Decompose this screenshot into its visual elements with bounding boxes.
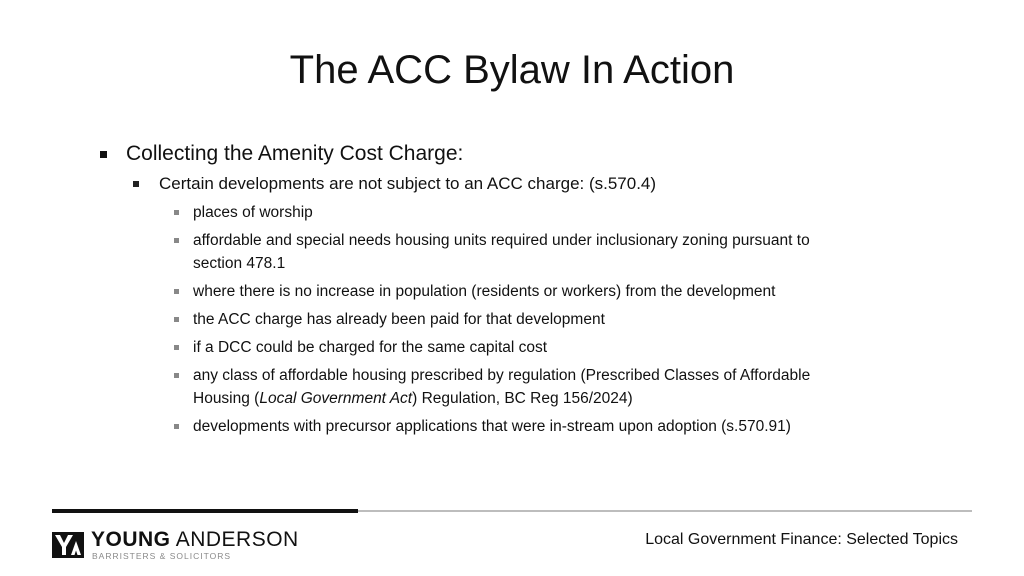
logo-wordmark [91, 528, 299, 552]
square-bullet-icon [174, 317, 179, 322]
act-name: Local Government Act [259, 390, 413, 407]
logo-rest-text: ANDERSON [175, 528, 299, 551]
list-item-text: the ACC charge has already been paid for that development [193, 311, 605, 328]
bullet-level3-list [174, 201, 860, 438]
bullet-level1-text: Collecting the Amenity Cost Charge: [126, 142, 464, 165]
list-item-text: if a DCC could be charged for the same capital cost [193, 339, 548, 356]
logo-bold-text: YOUNG [91, 528, 171, 551]
list-item-text: affordable and special needs housing units required under inclusionary zoning pursuant to section 478.1 [193, 232, 810, 272]
list-item-text: any class of affordable housing prescribed by regulation (Prescribed Classes of Affordable Housing (Local Government Act) Regulation, BC Reg 156/2024) [193, 367, 811, 407]
list-item [174, 336, 860, 359]
square-bullet-icon [174, 289, 179, 294]
list-item [174, 229, 860, 275]
footer-rule-accent [52, 509, 358, 513]
logo-subtitle: BARRISTERS & SOLICITORS [92, 551, 232, 561]
list-item [174, 201, 860, 224]
list-item [174, 280, 860, 303]
footer-text: Local Government Finance: Selected Topics [645, 531, 958, 548]
square-bullet-icon [174, 424, 179, 429]
logo-mark-icon [52, 532, 84, 558]
square-bullet-icon [100, 151, 107, 158]
list-item [174, 308, 860, 331]
slide-content [100, 140, 860, 443]
list-item [174, 364, 860, 410]
square-bullet-icon [174, 373, 179, 378]
bullet-level2 [133, 172, 860, 196]
square-bullet-icon [174, 238, 179, 243]
list-item-text: places of worship [193, 204, 313, 221]
slide-title: The ACC Bylaw In Action [289, 48, 735, 92]
square-bullet-icon [174, 345, 179, 350]
square-bullet-icon [174, 210, 179, 215]
list-item [174, 415, 860, 438]
square-bullet-icon [133, 181, 139, 187]
bullet-level1 [100, 140, 860, 168]
bullet-level2-text: Certain developments are not subject to an ACC charge: (s.570.4) [159, 174, 657, 193]
list-item-text: where there is no increase in population (residents or workers) from the development [193, 283, 776, 300]
list-item-text: developments with precursor applications that were in-stream upon adoption (s.570.91) [193, 418, 791, 435]
